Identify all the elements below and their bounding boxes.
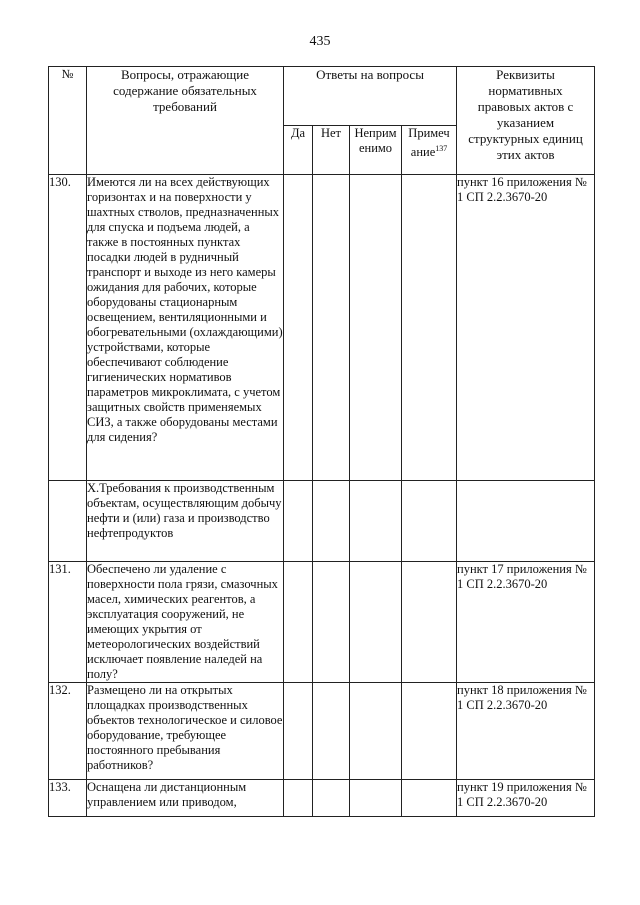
table-row [49, 683, 595, 780]
row-requisite: пункт 17 приложения № 1 СП 2.2.3670-20 [457, 562, 595, 683]
table-row [49, 562, 595, 683]
answer-note-cell[interactable] [402, 780, 457, 817]
answer-no-cell[interactable] [313, 562, 350, 683]
answer-note-cell[interactable] [402, 683, 457, 780]
answer-no-cell[interactable] [313, 780, 350, 817]
row-requisite: пункт 18 приложения № 1 СП 2.2.3670-20 [457, 683, 595, 780]
row-number: 130. [49, 175, 87, 481]
header-requisites: Реквизиты нормативных правовых актов с указанием структурных единиц этих актов [457, 67, 595, 175]
row-number: 133. [49, 780, 87, 817]
footnote-ref: 137 [435, 144, 448, 153]
answer-na-cell[interactable] [350, 562, 402, 683]
row-question: Размещено ли на открытых площадках производственных объектов технологическое и силовое оборудование, требующее постоянного пребывания работников? [87, 683, 284, 780]
answer-note-cell[interactable] [402, 175, 457, 481]
section-row [49, 481, 595, 562]
header-answers: Ответы на вопросы [284, 67, 457, 126]
answer-yes-cell[interactable] [284, 683, 313, 780]
row-question: Имеются ли на всех действующих горизонтах и на поверхности у шахтных стволов, предназначенных для спуска и подъема людей, а также в постоянных пунктах посадки людей в рудничный транспорт и выходе из него камеры ожидания для рабочих, которые оборудованы стационарным освещением, вентиляционными и обогревательными (охлаждающими) устройствами, которые обеспечивают соблюдение гигиенических нормативов параметров микроклимата, с учетом защитных свойств применяемых СИЗ, а также оборудованы местами для сидения? [87, 175, 284, 481]
row-requisite: пункт 19 приложения № 1 СП 2.2.3670-20 [457, 780, 595, 817]
header-no: Нет [313, 126, 350, 175]
row-question: Обеспечено ли удаление с поверхности пола грязи, смазочных масел, химических реагентов, а эксплуатация сооружений, не имеющих укрытия от метеорологических воздействий исключает появление наледей на полу? [87, 562, 284, 683]
answer-na-cell[interactable] [350, 683, 402, 780]
table-row [49, 780, 595, 817]
checklist-table [48, 66, 595, 817]
answer-na-cell[interactable] [350, 780, 402, 817]
header-questions: Вопросы, отражающие содержание обязательных требований [87, 67, 284, 175]
header-number: № [49, 67, 87, 175]
answer-no-cell[interactable] [313, 175, 350, 481]
row-number: 131. [49, 562, 87, 683]
answer-yes-cell[interactable] [284, 562, 313, 683]
answer-note-cell[interactable] [402, 562, 457, 683]
row-requisite: пункт 16 приложения № 1 СП 2.2.3670-20 [457, 175, 595, 481]
header-note: Примеч ание$^{137}$ [402, 126, 457, 175]
answer-no-cell[interactable] [313, 683, 350, 780]
row-number: 132. [49, 683, 87, 780]
page-number: 435 [309, 34, 331, 49]
answer-na-cell[interactable] [350, 175, 402, 481]
answer-yes-cell[interactable] [284, 175, 313, 481]
row-question: Оснащена ли дистанционным управлением или приводом, [87, 780, 284, 817]
header-not-applicable: Неприм енимо [350, 126, 402, 175]
table-row [49, 175, 595, 481]
header-yes: Да [284, 126, 313, 175]
answer-yes-cell[interactable] [284, 780, 313, 817]
section-title: X.Требования к производственным объектам, осуществляющим добычу нефти и (или) газа и производство нефтепродуктов [87, 481, 284, 562]
